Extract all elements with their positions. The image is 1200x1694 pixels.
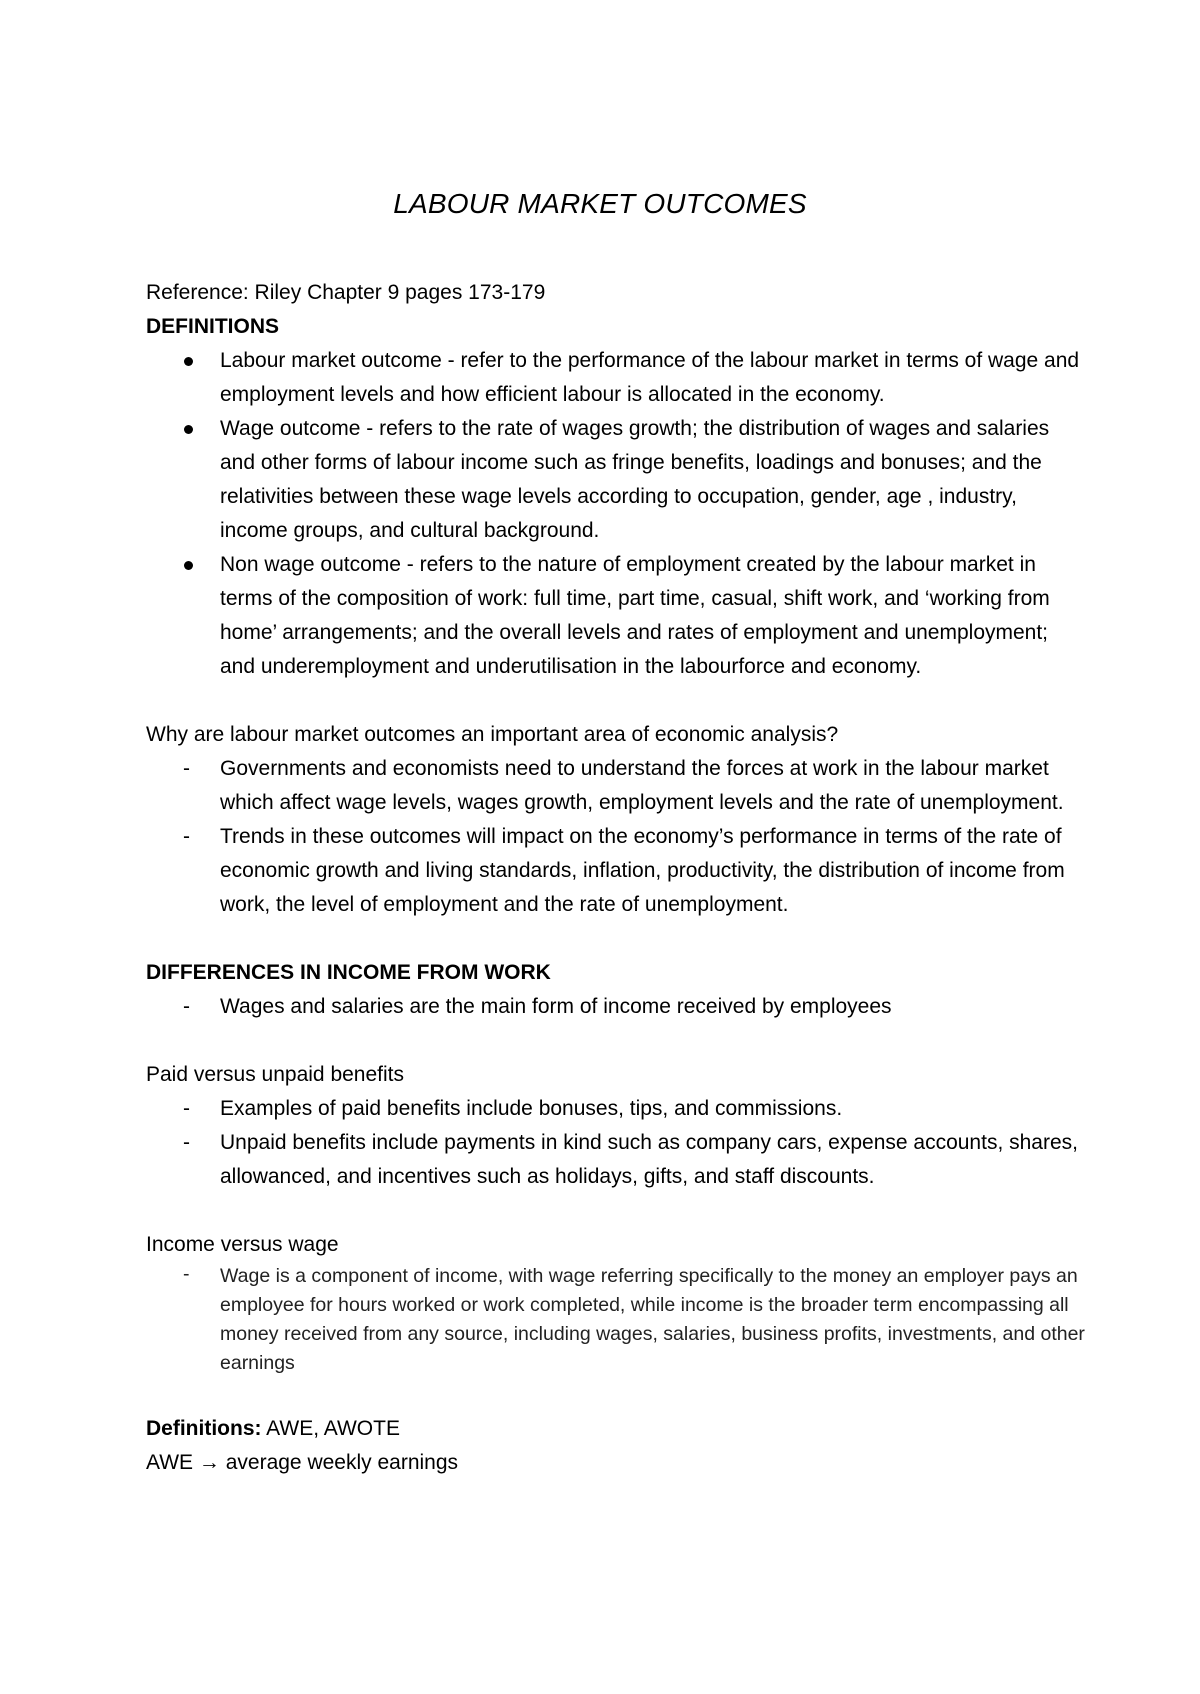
- definition-item: [146, 412, 1086, 548]
- paid-item: [146, 1092, 1086, 1126]
- definitions-heading: DEFINITIONS: [146, 315, 280, 338]
- spacer: [146, 922, 1086, 956]
- differences-heading: DIFFERENCES IN INCOME FROM WORK: [146, 961, 551, 984]
- reference-line: Reference: Riley Chapter 9 pages 173-179: [146, 281, 546, 304]
- document-body: [146, 276, 1086, 1480]
- paid-list: [146, 1092, 1086, 1194]
- dash-marker: -: [183, 1131, 190, 1154]
- paid-text: Unpaid benefits include payments in kind such as company cars, expense accounts, shares, allowanced, and incentives such as holidays, gifts, and staff discounts.: [220, 1131, 1078, 1188]
- bullet-icon: [184, 357, 193, 366]
- spacer: [146, 1024, 1086, 1058]
- dash-marker: -: [183, 757, 190, 780]
- bullet-icon: [184, 561, 193, 570]
- dash-marker: -: [183, 825, 190, 848]
- awe-heading: [146, 1412, 1086, 1446]
- dash-marker: -: [183, 1263, 190, 1285]
- definitions-list: [146, 344, 1086, 684]
- dash-marker: -: [183, 995, 190, 1018]
- definition-item: [146, 548, 1086, 684]
- why-text: Governments and economists need to understand the forces at work in the labour market which affect wage levels, wages growth, employment levels and the rate of unemployment.: [220, 757, 1064, 814]
- paid-heading: Paid versus unpaid benefits: [146, 1063, 404, 1086]
- income-text: Wage is a component of income, with wage referring specifically to the money an employer pays an employee for hours worked or work completed, while income is the broader term encompassing all money received from any source, including wages, salaries, business profits, investments, and other earnings: [220, 1265, 1085, 1374]
- income-item: [146, 1262, 1086, 1378]
- why-list: [146, 752, 1086, 922]
- why-question: Why are labour market outcomes an important area of economic analysis?: [146, 723, 839, 746]
- why-item: [146, 820, 1086, 922]
- differences-item: [146, 990, 1086, 1024]
- why-item: [146, 752, 1086, 820]
- bullet-icon: [184, 425, 193, 434]
- definition-text: Non wage outcome - refers to the nature of employment created by the labour market in terms of the composition of work: full time, part time, casual, shift work, and ‘working from home’ arrangements; and the overall levels and rates of employment and unemployment; and underemployment and underutilisation in the labourforce and economy.: [220, 553, 1050, 678]
- spacer: [146, 1378, 1086, 1412]
- income-heading: Income versus wage: [146, 1233, 339, 1256]
- spacer: [146, 1194, 1086, 1228]
- dash-marker: -: [183, 1097, 190, 1120]
- differences-text: Wages and salaries are the main form of income received by employees: [220, 995, 892, 1018]
- awe-definition: AWE → average weekly earnings: [146, 1451, 459, 1474]
- paid-item: [146, 1126, 1086, 1194]
- document-title: LABOUR MARKET OUTCOMES: [393, 188, 807, 219]
- definition-text: Labour market outcome - refer to the performance of the labour market in terms of wage and employment levels and how efficient labour is allocated in the economy.: [220, 349, 1080, 406]
- awe-heading-label: Definitions:: [146, 1417, 262, 1440]
- awe-heading-terms: AWE, AWOTE: [261, 1417, 400, 1440]
- why-text: Trends in these outcomes will impact on the economy’s performance in terms of the rate of economic growth and living standards, inflation, productivity, the distribution of income from work, the level of employment and the rate of unemployment.: [220, 825, 1065, 916]
- paid-text: Examples of paid benefits include bonuses, tips, and commissions.: [220, 1097, 843, 1120]
- definition-text: Wage outcome - refers to the rate of wages growth; the distribution of wages and salaries and other forms of labour income such as fringe benefits, loadings and bonuses; and the relativities between these wage levels according to occupation, gender, age , industry, income groups, and cultural background.: [220, 417, 1050, 542]
- differences-list: [146, 990, 1086, 1024]
- definition-item: [146, 344, 1086, 412]
- income-list: [146, 1262, 1086, 1378]
- spacer: [146, 684, 1086, 718]
